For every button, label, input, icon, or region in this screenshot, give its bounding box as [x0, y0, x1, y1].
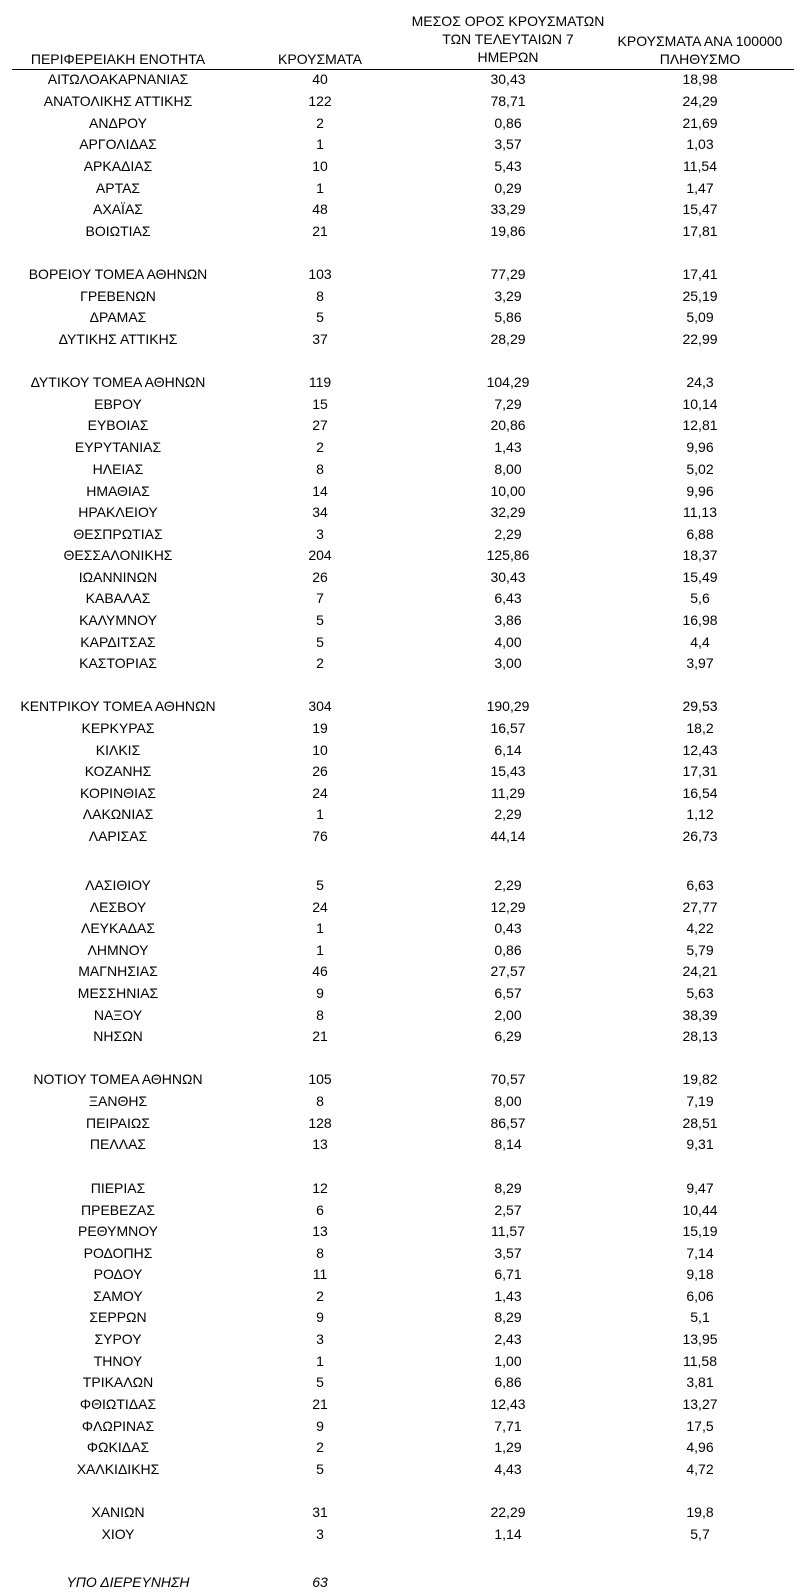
- row-per100k: 18,37: [682, 547, 718, 563]
- row-avg7: 86,57: [490, 1115, 526, 1131]
- row-avg7: 15,43: [490, 763, 526, 779]
- row-avg7: 78,71: [490, 93, 526, 109]
- row-cases: 1: [316, 180, 324, 196]
- row-cases: 26: [312, 569, 328, 585]
- row-avg7: 7,29: [494, 396, 522, 412]
- row-per100k: 5,6: [690, 590, 710, 606]
- row-per100k: 28,13: [682, 1028, 718, 1044]
- row-region: ΤΡΙΚΑΛΩΝ: [82, 1374, 154, 1390]
- row-cases: 21: [312, 223, 328, 239]
- row-per100k: 5,1: [690, 1309, 710, 1325]
- row-per100k: 11,54: [683, 158, 717, 174]
- row-avg7: 27,57: [490, 963, 526, 979]
- header-underline: [12, 69, 794, 70]
- row-cases: 2: [316, 1439, 324, 1455]
- row-per100k: 3,97: [686, 655, 714, 671]
- row-region: ΑΝΔΡΟΥ: [89, 115, 147, 131]
- row-per100k: 13,95: [682, 1331, 718, 1347]
- header-avg7: [412, 12, 605, 66]
- row-avg7: 1,29: [494, 1439, 522, 1455]
- row-region: ΚΑΣΤΟΡΙΑΣ: [79, 655, 157, 671]
- row-region: ΒΟΙΩΤΙΑΣ: [85, 223, 151, 239]
- row-avg7: 16,57: [490, 720, 526, 736]
- row-avg7: 0,43: [494, 920, 522, 936]
- footer-label: ΥΠΟ ΔΙΕΡΕΥΝΗΣΗ: [66, 1574, 190, 1590]
- row-avg7: 11,57: [491, 1223, 525, 1239]
- row-region: ΒΟΡΕΙΟΥ ΤΟΜΕΑ ΑΘΗΝΩΝ: [28, 266, 208, 282]
- row-avg7: 28,29: [490, 331, 526, 347]
- row-region: ΛΗΜΝΟΥ: [87, 942, 149, 958]
- row-avg7: 6,86: [494, 1374, 522, 1390]
- row-region: ΛΕΣΒΟΥ: [89, 899, 147, 915]
- row-region: ΑΡΓΟΛΙΔΑΣ: [79, 136, 157, 152]
- row-region: ΦΘΙΩΤΙΔΑΣ: [79, 1396, 157, 1412]
- row-region: ΓΡΕΒΕΝΩΝ: [80, 288, 156, 304]
- row-cases: 9: [316, 1418, 324, 1434]
- row-avg7: 12,29: [490, 899, 526, 915]
- row-per100k: 38,39: [682, 1007, 718, 1023]
- row-cases: 24: [312, 899, 328, 915]
- row-region: ΑΧΑΪΑΣ: [93, 201, 143, 217]
- row-cases: 105: [308, 1071, 332, 1087]
- row-cases: 5: [316, 309, 324, 325]
- row-avg7: 77,29: [490, 266, 526, 282]
- row-per100k: 12,81: [682, 417, 718, 433]
- row-region: ΠΙΕΡΙΑΣ: [90, 1180, 146, 1196]
- row-cases: 2: [316, 439, 324, 455]
- row-avg7: 0,86: [494, 942, 522, 958]
- row-avg7: 1,43: [494, 1288, 522, 1304]
- row-per100k: 25,19: [682, 288, 718, 304]
- row-cases: 122: [308, 93, 332, 109]
- row-avg7: 104,29: [486, 374, 530, 390]
- row-region: ΕΥΒΟΙΑΣ: [87, 417, 149, 433]
- row-region: ΠΕΙΡΑΙΩΣ: [86, 1115, 150, 1131]
- header-avg7-line-3: ΗΜΕΡΩΝ: [477, 49, 539, 65]
- row-region: ΦΛΩΡΙΝΑΣ: [81, 1418, 155, 1434]
- row-per100k: 18,98: [682, 71, 718, 87]
- row-avg7: 6,43: [494, 590, 522, 606]
- row-cases: 21: [312, 1396, 328, 1412]
- row-region: ΚΑΒΑΛΑΣ: [85, 590, 151, 606]
- header-avg7-line-2: ΤΩΝ ΤΕΛΕΥΤΑΙΩΝ 7: [442, 31, 574, 47]
- row-region: ΕΒΡΟΥ: [94, 396, 142, 412]
- header-cases: [278, 50, 362, 68]
- row-avg7: 7,71: [494, 1418, 522, 1434]
- row-cases: 11: [312, 1266, 328, 1282]
- row-per100k: 6,06: [686, 1288, 714, 1304]
- row-cases: 2: [316, 115, 324, 131]
- row-cases: 8: [316, 461, 324, 477]
- row-per100k: 5,02: [686, 461, 714, 477]
- row-per100k: 24,21: [682, 963, 718, 979]
- row-region: ΗΜΑΘΙΑΣ: [86, 483, 150, 499]
- row-avg7: 30,43: [490, 71, 526, 87]
- row-region: ΗΡΑΚΛΕΙΟΥ: [78, 504, 158, 520]
- row-per100k: 10,14: [682, 396, 718, 412]
- row-avg7: 0,29: [494, 180, 522, 196]
- row-cases: 6: [316, 1202, 324, 1218]
- row-region: ΛΑΣΙΘΙΟΥ: [85, 877, 151, 893]
- row-region: ΛΕΥΚΑΔΑΣ: [80, 920, 156, 936]
- row-per100k: 19,82: [682, 1071, 718, 1087]
- row-cases: 21: [312, 1028, 328, 1044]
- row-cases: 10: [312, 742, 328, 758]
- row-avg7: 8,29: [494, 1180, 522, 1196]
- row-per100k: 9,31: [686, 1136, 714, 1152]
- row-per100k: 9,96: [686, 483, 714, 499]
- row-avg7: 8,14: [494, 1136, 522, 1152]
- row-cases: 3: [316, 1526, 324, 1542]
- row-avg7: 5,86: [494, 309, 522, 325]
- row-avg7: 8,29: [494, 1309, 522, 1325]
- row-avg7: 3,00: [494, 655, 522, 671]
- row-per100k: 29,53: [682, 698, 718, 714]
- row-per100k: 5,63: [686, 985, 714, 1001]
- row-per100k: 24,29: [682, 93, 718, 109]
- row-cases: 1: [316, 136, 324, 152]
- row-cases: 3: [316, 1331, 324, 1347]
- row-avg7: 6,29: [494, 1028, 522, 1044]
- row-avg7: 2,43: [494, 1331, 522, 1347]
- row-avg7: 1,43: [494, 439, 522, 455]
- header-per100k-line-1: ΚΡΟΥΣΜΑΤΑ ΑΝΑ 100000: [617, 33, 783, 49]
- row-per100k: 15,49: [682, 569, 718, 585]
- row-per100k: 15,19: [682, 1223, 718, 1239]
- row-region: ΝΑΞΟΥ: [93, 1007, 143, 1023]
- row-cases: 7: [316, 590, 324, 606]
- row-cases: 15: [312, 396, 328, 412]
- row-region: ΑΡΤΑΣ: [95, 180, 141, 196]
- row-avg7: 30,43: [490, 569, 526, 585]
- row-region: ΜΕΣΣΗΝΙΑΣ: [77, 985, 159, 1001]
- row-region: ΑΙΤΩΛΟΑΚΑΡΝΑΝΙΑΣ: [47, 71, 189, 87]
- row-region: ΡΕΘΥΜΝΟΥ: [77, 1223, 159, 1239]
- row-per100k: 16,98: [682, 612, 718, 628]
- row-cases: 8: [316, 1093, 324, 1109]
- row-cases: 37: [312, 331, 328, 347]
- row-avg7: 3,29: [494, 288, 522, 304]
- row-cases: 5: [316, 634, 324, 650]
- row-region: ΚΕΡΚΥΡΑΣ: [81, 720, 155, 736]
- row-region: ΔΥΤΙΚΗΣ ΑΤΤΙΚΗΣ: [58, 331, 178, 347]
- row-per100k: 6,88: [686, 526, 714, 542]
- row-per100k: 10,44: [682, 1202, 718, 1218]
- footer-cases: 63: [312, 1574, 328, 1590]
- row-region: ΜΑΓΝΗΣΙΑΣ: [78, 963, 158, 979]
- row-cases: 34: [312, 504, 328, 520]
- row-per100k: 17,5: [686, 1418, 714, 1434]
- row-per100k: 18,2: [686, 720, 714, 736]
- row-region: ΦΩΚΙΔΑΣ: [86, 1439, 150, 1455]
- row-region: ΣΕΡΡΩΝ: [89, 1309, 147, 1325]
- row-avg7: 3,57: [494, 136, 522, 152]
- header-avg7-line-1: ΜΕΣΟΣ ΟΡΟΣ ΚΡΟΥΣΜΑΤΩΝ: [411, 13, 605, 29]
- row-per100k: 4,96: [686, 1439, 714, 1455]
- header-per100k: [618, 32, 783, 68]
- row-cases: 26: [312, 763, 328, 779]
- row-per100k: 15,47: [682, 201, 718, 217]
- row-cases: 304: [308, 698, 332, 714]
- row-cases: 119: [308, 374, 332, 390]
- row-region: ΚΟΖΑΝΗΣ: [84, 763, 152, 779]
- row-avg7: 10,00: [490, 483, 526, 499]
- row-region: ΛΑΡΙΣΑΣ: [88, 828, 148, 844]
- row-avg7: 2,57: [494, 1202, 522, 1218]
- row-cases: 2: [316, 655, 324, 671]
- row-cases: 8: [316, 1245, 324, 1261]
- row-region: ΠΕΛΛΑΣ: [89, 1136, 147, 1152]
- row-cases: 8: [316, 288, 324, 304]
- row-per100k: 17,81: [682, 223, 718, 239]
- row-per100k: 9,47: [686, 1180, 714, 1196]
- row-region: ΗΛΕΙΑΣ: [92, 461, 144, 477]
- row-cases: 9: [316, 985, 324, 1001]
- row-cases: 48: [312, 201, 328, 217]
- row-region: ΡΟΔΟΥ: [93, 1266, 143, 1282]
- row-avg7: 125,86: [486, 547, 530, 563]
- row-region: ΞΑΝΘΗΣ: [88, 1093, 148, 1109]
- row-avg7: 33,29: [490, 201, 526, 217]
- row-region: ΧΙΟΥ: [101, 1526, 135, 1542]
- row-avg7: 70,57: [490, 1071, 526, 1087]
- row-region: ΠΡΕΒΕΖΑΣ: [80, 1202, 156, 1218]
- row-cases: 12: [312, 1180, 328, 1196]
- row-avg7: 2,29: [494, 806, 522, 822]
- header-region: [31, 50, 205, 68]
- row-avg7: 19,86: [490, 223, 526, 239]
- row-avg7: 3,57: [494, 1245, 522, 1261]
- row-avg7: 1,14: [494, 1526, 522, 1542]
- row-per100k: 17,41: [682, 266, 718, 282]
- row-region: ΑΝΑΤΟΛΙΚΗΣ ΑΤΤΙΚΗΣ: [43, 93, 193, 109]
- row-avg7: 5,43: [494, 158, 522, 174]
- row-avg7: 32,29: [490, 504, 526, 520]
- row-avg7: 11,29: [491, 785, 525, 801]
- row-cases: 1: [316, 1353, 324, 1369]
- row-per100k: 11,58: [683, 1353, 717, 1369]
- row-cases: 3: [316, 526, 324, 542]
- row-avg7: 0,86: [494, 115, 522, 131]
- row-avg7: 6,71: [494, 1266, 522, 1282]
- row-cases: 24: [312, 785, 328, 801]
- row-cases: 31: [312, 1504, 328, 1520]
- row-per100k: 11,13: [683, 504, 717, 520]
- row-cases: 13: [312, 1136, 328, 1152]
- row-cases: 19: [312, 720, 328, 736]
- row-cases: 128: [308, 1115, 332, 1131]
- row-region: ΧΑΛΚΙΔΙΚΗΣ: [76, 1461, 160, 1477]
- row-cases: 1: [316, 942, 324, 958]
- row-per100k: 26,73: [682, 828, 718, 844]
- row-per100k: 5,7: [690, 1526, 710, 1542]
- row-region: ΛΑΚΩΝΙΑΣ: [82, 806, 154, 822]
- row-region: ΙΩΑΝΝΙΝΩΝ: [78, 569, 158, 585]
- row-region: ΑΡΚΑΔΙΑΣ: [83, 158, 153, 174]
- row-cases: 2: [316, 1288, 324, 1304]
- row-avg7: 190,29: [486, 698, 530, 714]
- row-avg7: 12,43: [490, 1396, 526, 1412]
- row-per100k: 3,81: [686, 1374, 714, 1390]
- row-region: ΚΑΡΔΙΤΣΑΣ: [80, 634, 156, 650]
- row-cases: 8: [316, 1007, 324, 1023]
- row-per100k: 1,47: [686, 180, 714, 196]
- header-per100k-line-2: ΠΛΗΘΥΣΜΟ: [659, 51, 741, 67]
- row-avg7: 2,29: [494, 526, 522, 542]
- row-per100k: 4,4: [690, 634, 710, 650]
- row-per100k: 9,96: [686, 439, 714, 455]
- row-avg7: 4,00: [494, 634, 522, 650]
- row-avg7: 6,57: [494, 985, 522, 1001]
- row-cases: 9: [316, 1309, 324, 1325]
- row-per100k: 24,3: [686, 374, 714, 390]
- row-per100k: 16,54: [682, 785, 718, 801]
- row-cases: 27: [312, 417, 328, 433]
- row-avg7: 20,86: [490, 417, 526, 433]
- row-region: ΧΑΝΙΩΝ: [91, 1504, 145, 1520]
- row-region: ΚΙΛΚΙΣ: [95, 742, 141, 758]
- row-region: ΘΕΣΠΡΩΤΙΑΣ: [73, 526, 163, 542]
- row-region: ΤΗΝΟΥ: [93, 1353, 143, 1369]
- row-cases: 5: [316, 1374, 324, 1390]
- row-per100k: 4,22: [686, 920, 714, 936]
- row-avg7: 8,00: [494, 461, 522, 477]
- row-cases: 13: [312, 1223, 328, 1239]
- row-cases: 76: [312, 828, 328, 844]
- row-per100k: 5,09: [686, 309, 714, 325]
- row-per100k: 1,12: [686, 806, 714, 822]
- row-per100k: 9,18: [686, 1266, 714, 1282]
- row-cases: 1: [316, 920, 324, 936]
- row-region: ΘΕΣΣΑΛΟΝΙΚΗΣ: [63, 547, 173, 563]
- row-avg7: 2,00: [494, 1007, 522, 1023]
- row-avg7: 22,29: [490, 1504, 526, 1520]
- row-region: ΔΥΤΙΚΟΥ ΤΟΜΕΑ ΑΘΗΝΩΝ: [30, 374, 206, 390]
- row-cases: 5: [316, 612, 324, 628]
- row-region: ΝΗΣΩΝ: [93, 1028, 143, 1044]
- row-per100k: 1,03: [686, 136, 714, 152]
- row-region: ΔΡΑΜΑΣ: [89, 309, 147, 325]
- row-avg7: 44,14: [490, 828, 526, 844]
- row-per100k: 4,72: [686, 1461, 714, 1477]
- row-avg7: 1,00: [494, 1353, 522, 1369]
- row-per100k: 12,43: [682, 742, 718, 758]
- row-region: ΡΟΔΟΠΗΣ: [83, 1245, 153, 1261]
- row-avg7: 8,00: [494, 1093, 522, 1109]
- row-region: ΚΑΛΥΜΝΟΥ: [79, 612, 157, 628]
- row-per100k: 17,31: [682, 763, 718, 779]
- row-cases: 14: [312, 483, 328, 499]
- row-cases: 46: [312, 963, 328, 979]
- row-cases: 40: [312, 71, 328, 87]
- row-per100k: 28,51: [682, 1115, 718, 1131]
- row-cases: 5: [316, 877, 324, 893]
- row-region: ΚΟΡΙΝΘΙΑΣ: [80, 785, 156, 801]
- header-cases-label: ΚΡΟΥΣΜΑΤΑ: [278, 51, 362, 67]
- row-per100k: 7,19: [686, 1093, 714, 1109]
- row-avg7: 3,86: [494, 612, 522, 628]
- row-region: ΝΟΤΙΟΥ ΤΟΜΕΑ ΑΘΗΝΩΝ: [33, 1071, 203, 1087]
- row-region: ΕΥΡΥΤΑΝΙΑΣ: [74, 439, 162, 455]
- row-per100k: 22,99: [682, 331, 718, 347]
- row-cases: 5: [316, 1461, 324, 1477]
- row-avg7: 2,29: [494, 877, 522, 893]
- header-region-label: ΠΕΡΙΦΕΡΕΙΑΚΗ ΕΝΟΤΗΤΑ: [30, 51, 206, 67]
- row-per100k: 7,14: [686, 1245, 714, 1261]
- row-per100k: 21,69: [682, 115, 718, 131]
- row-cases: 1: [316, 806, 324, 822]
- row-region: ΣΑΜΟΥ: [93, 1288, 143, 1304]
- row-per100k: 19,8: [686, 1504, 714, 1520]
- row-region: ΚΕΝΤΡΙΚΟΥ ΤΟΜΕΑ ΑΘΗΝΩΝ: [20, 698, 216, 714]
- row-per100k: 5,79: [686, 942, 714, 958]
- row-cases: 103: [308, 266, 332, 282]
- row-region: ΣΥΡΟΥ: [94, 1331, 142, 1347]
- row-cases: 10: [312, 158, 328, 174]
- row-avg7: 4,43: [494, 1461, 522, 1477]
- row-cases: 204: [308, 547, 332, 563]
- row-per100k: 6,63: [686, 877, 714, 893]
- row-per100k: 27,77: [682, 899, 718, 915]
- row-avg7: 6,14: [494, 742, 522, 758]
- row-per100k: 13,27: [682, 1396, 718, 1412]
